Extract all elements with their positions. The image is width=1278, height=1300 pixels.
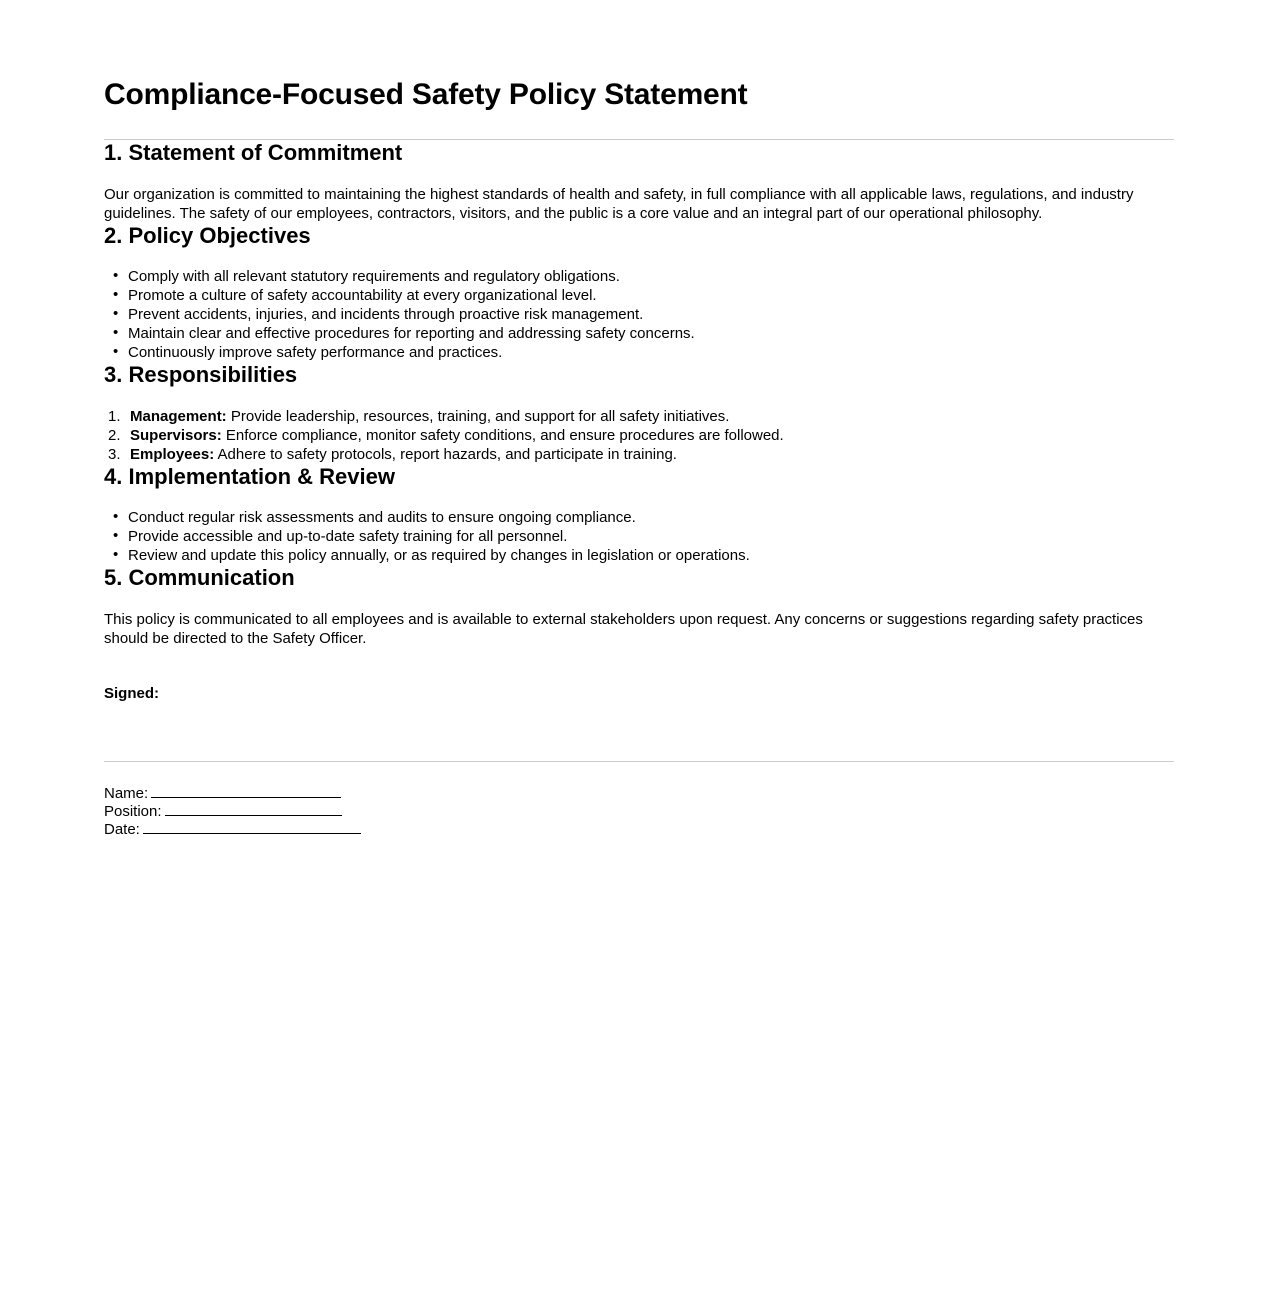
position-field-blank[interactable] — [165, 803, 342, 816]
signed-label: Signed: — [104, 685, 159, 703]
name-field-blank[interactable] — [151, 785, 341, 798]
document-body — [104, 0, 1174, 839]
date-field-row — [104, 821, 1174, 839]
section-paragraph-statement-of-commitment: Our organization is committed to maintaining the highest standards of health and safety, in full compliance with all applicable laws, regulations, and industry guidelines. The safety of our employees, contractors, visitors, and the public is a core value and an integral part of our operational philosophy. — [104, 185, 1134, 222]
list-item: • Conduct regular risk assessments and audits to ensure ongoing compliance. — [104, 508, 1174, 527]
list-item: • Review and update this policy annually, or as required by changes in legislation or operations. — [104, 546, 1174, 565]
name-field-label: Name: — [104, 785, 149, 803]
responsibilities-list — [104, 389, 1174, 464]
section-heading-communication: 5. Communication — [104, 565, 295, 591]
list-item-text: Enforce compliance, monitor safety conditions, and ensure procedures are followed. — [221, 426, 784, 444]
section-heading-statement-of-commitment: 1. Statement of Commitment — [104, 139, 403, 165]
list-item-label: Employees: — [130, 445, 215, 463]
signature-area[interactable] — [104, 703, 1174, 761]
section-heading-implementation-and-review: 4. Implementation & Review — [104, 463, 395, 489]
position-field-row — [104, 803, 1174, 821]
list-item-text: Adhere to safety protocols, report hazards, and participate in training. — [214, 445, 677, 463]
list-item — [104, 445, 1174, 464]
list-item: • Maintain clear and effective procedures for reporting and addressing safety concerns. — [104, 324, 1174, 343]
page-title: Compliance-Focused Safety Policy Statement — [104, 78, 748, 111]
list-item: • Promote a culture of safety accountability at every organizational level. — [104, 286, 1174, 305]
list-item-label: Supervisors: — [130, 426, 222, 444]
position-field-label: Position: — [104, 803, 162, 821]
signature-fields — [104, 762, 1174, 839]
section-heading-policy-objectives: 2. Policy Objectives — [104, 222, 311, 248]
list-item: • Provide accessible and up-to-date safety training for all personnel. — [104, 527, 1174, 546]
date-field-label: Date: — [104, 821, 140, 839]
list-item: • Prevent accidents, injuries, and incidents through proactive risk management. — [104, 305, 1174, 324]
list-item-text: Provide leadership, resources, training, and support for all safety initiatives. — [226, 407, 730, 425]
section-paragraph-communication: This policy is communicated to all employees and is available to external stakeholders upon request. Any concerns or suggestions regarding safety practices should be directed to the Safety Officer. — [104, 611, 1143, 648]
list-item — [104, 407, 1174, 426]
implementation-review-list — [104, 490, 1174, 565]
list-item: • Continuously improve safety performance and practices. — [104, 343, 1174, 362]
name-field-row — [104, 785, 1174, 803]
list-item — [104, 426, 1174, 445]
section-heading-responsibilities: 3. Responsibilities — [104, 362, 298, 388]
policy-objectives-list — [104, 249, 1174, 362]
date-field-blank[interactable] — [143, 821, 361, 834]
list-item: • Comply with all relevant statutory requirements and regulatory obligations. — [104, 267, 1174, 286]
list-item-label: Management: — [130, 407, 227, 425]
